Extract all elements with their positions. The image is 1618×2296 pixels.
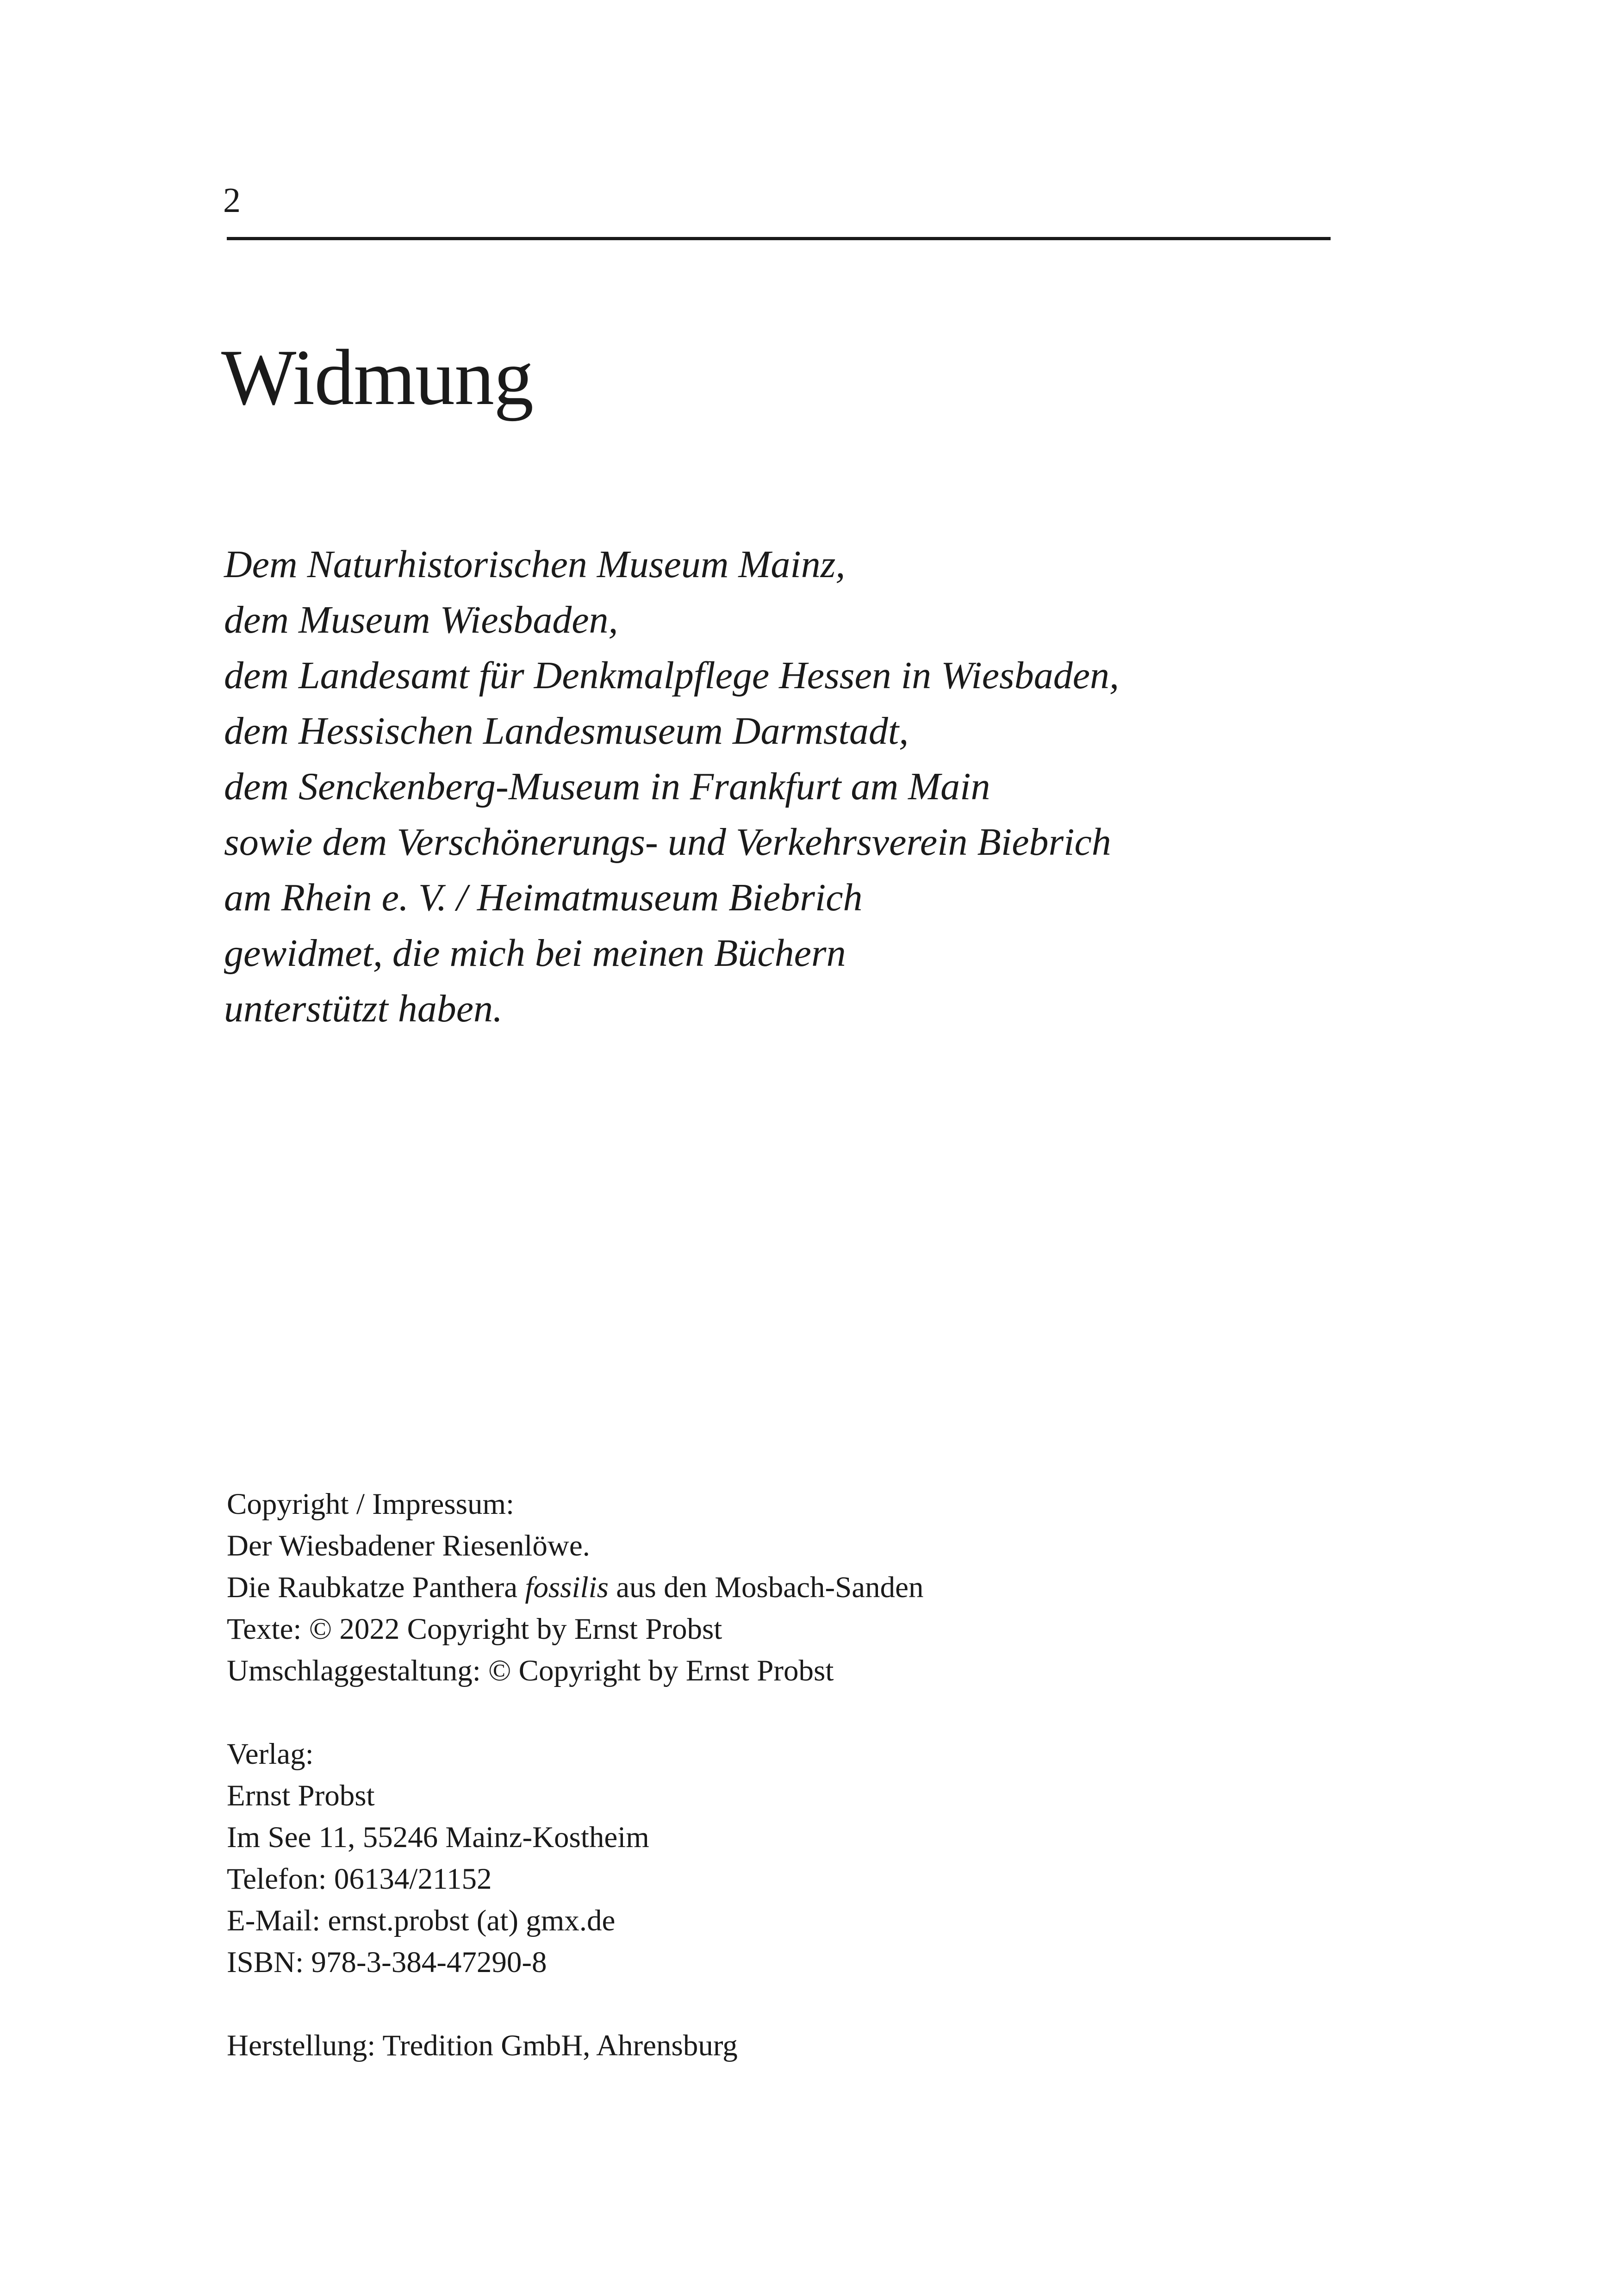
subtitle-prefix: Die Raubkatze Panthera [227, 1571, 525, 1604]
dedication-line: dem Senckenberg-Museum in Frankfurt am Main [224, 765, 990, 808]
dedication-line: dem Museum Wiesbaden, [224, 598, 618, 641]
chapter-title: Widmung [221, 334, 534, 422]
dedication-line: dem Hessischen Landesmuseum Darmstadt, [224, 709, 909, 753]
publisher-heading: Verlag: [227, 1737, 314, 1771]
copyright-block [227, 1483, 924, 1692]
isbn: ISBN: 978-3-384-47290-8 [227, 1946, 547, 1979]
dedication-line: sowie dem Verschönerungs- und Verkehrsverein Biebrich [224, 821, 1111, 864]
manufacturer: Herstellung: Tredition GmbH, Ahrensburg [227, 2029, 738, 2062]
page-number: 2 [223, 181, 241, 220]
publisher-email: E-Mail: ernst.probst (at) gmx.de [227, 1904, 616, 1937]
publisher-phone: Telefon: 06134/21152 [227, 1862, 492, 1896]
publisher-block [227, 1733, 649, 1983]
publisher-address: Im See 11, 55246 Mainz-Kostheim [227, 1821, 649, 1854]
copyright-heading: Copyright / Impressum: [227, 1487, 515, 1521]
header-rule [227, 237, 1331, 240]
subtitle-species: fossilis [525, 1571, 609, 1604]
dedication-line: unterstützt haben. [224, 987, 503, 1030]
book-title: Der Wiesbadener Riesenlöwe. [227, 1529, 590, 1562]
subtitle-suffix: aus den Mosbach-Sanden [608, 1571, 924, 1604]
dedication-line: dem Landesamt für Denkmalpflege Hessen in Wiesbaden, [224, 654, 1120, 697]
book-subtitle [227, 1567, 924, 1608]
dedication-line: gewidmet, die mich bei meinen Büchern [224, 932, 846, 975]
dedication-line: Dem Naturhistorischen Museum Mainz, [224, 543, 846, 586]
cover-copyright: Umschlaggestaltung: © Copyright by Ernst Probst [227, 1654, 834, 1687]
dedication-line: am Rhein e. V. / Heimatmuseum Biebrich [224, 876, 863, 919]
dedication-text [224, 537, 1119, 1037]
texts-copyright: Texte: © 2022 Copyright by Ernst Probst [227, 1612, 722, 1646]
publisher-name: Ernst Probst [227, 1779, 375, 1812]
manufacturer-block [227, 2025, 738, 2066]
